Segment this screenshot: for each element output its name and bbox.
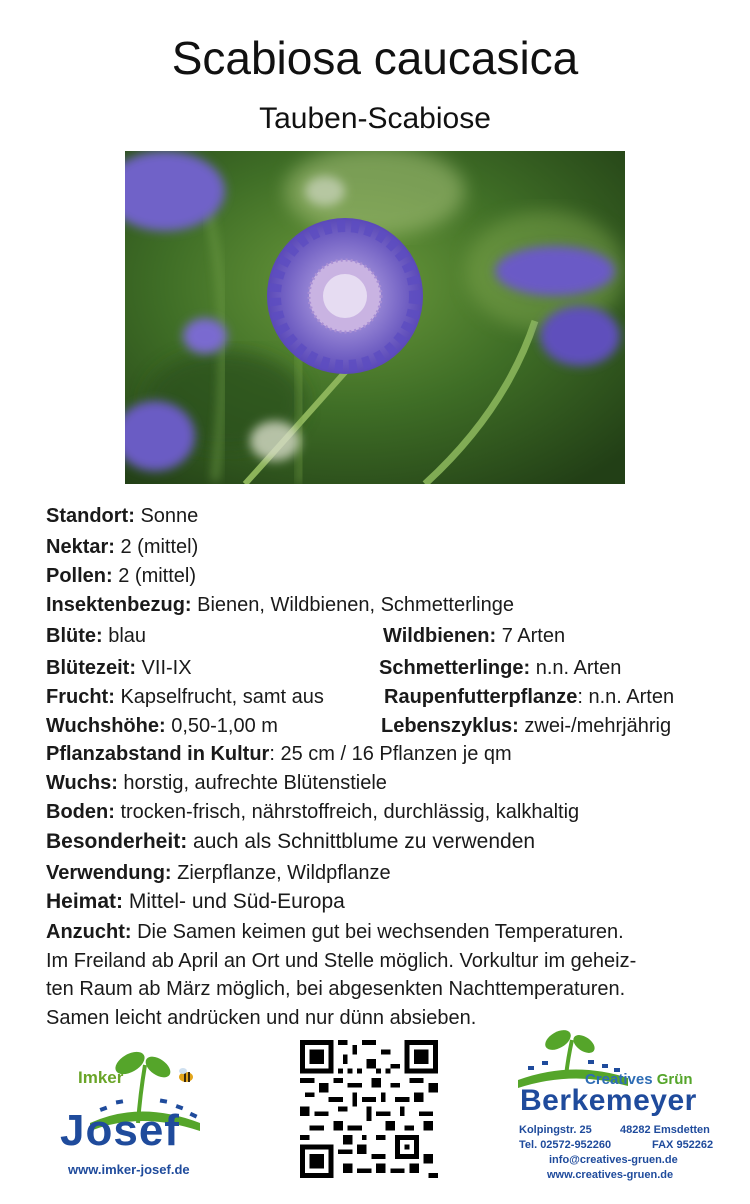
berkemeyer-label: Berkemeyer: [520, 1084, 697, 1117]
imker-label: Imker: [78, 1068, 124, 1087]
flower-photo: [125, 151, 625, 484]
fact-boden: Boden: trocken-frisch, nährstoffreich, durchlässig, kalkhaltig: [46, 801, 580, 823]
fact-bluetezeit: Blütezeit: VII-IX: [46, 657, 192, 679]
fact-insektenbezug: Insektenbezug: Bienen, Wildbienen, Schmetterlinge: [46, 594, 514, 616]
fact-wuchshoehe: Wuchshöhe: 0,50-1,00 m: [46, 715, 278, 737]
qr-code-icon[interactable]: [300, 1040, 438, 1178]
bee-icon: [176, 1066, 196, 1084]
anzucht-paragraph: Anzucht: Die Samen keimen gut bei wechsenden Temperaturen. Im Freiland ab April an Ort und Stelle möglich. Vorkultur im geheiz- ten Raum ab März möglich, bei abgesenkten Nachttemperaturen. Samen leicht andrücken und nur dünn absieben.: [46, 921, 637, 1029]
fact-besonderheit: Besonderheit: auch als Schnittblume zu verwenden: [46, 830, 536, 853]
scabiosa-flower-photo: [125, 151, 625, 484]
address-city: 48282 Emsdetten: [620, 1124, 710, 1136]
address-street: Kolpingstr. 25: [519, 1124, 592, 1136]
fact-lebenszyklus: Lebenszyklus: zwei-/mehrjährig: [381, 715, 672, 737]
fact-wuchs: Wuchs: horstig, aufrechte Blütenstiele: [46, 772, 387, 794]
fact-verwendung: Verwendung: Zierpflanze, Wildpflanze: [46, 862, 391, 884]
josef-label: Josef: [60, 1106, 180, 1155]
phone-number: Tel. 02572-952260: [519, 1139, 612, 1151]
plant-title: Scabiosa caucasica: [171, 32, 579, 84]
fact-schmetterlinge: Schmetterlinge: n.n. Arten: [379, 657, 622, 679]
fact-raupenfutterpflanze: Raupenfutterpflanze: n.n. Arten: [384, 686, 675, 708]
creatives-gruen-label: Creatives Grün: [585, 1071, 693, 1088]
website-link[interactable]: www.creatives-gruen.de: [547, 1169, 674, 1181]
fact-standort: Standort: Sonne: [46, 505, 199, 527]
fax-number: FAX 952262: [652, 1139, 714, 1151]
fact-frucht: Frucht: Kapselfrucht, samt aus: [46, 686, 324, 708]
fact-wildbienen: Wildbienen: 7 Arten: [383, 625, 566, 647]
fact-nektar: Nektar: 2 (mittel): [46, 536, 199, 558]
fact-pollen: Pollen: 2 (mittel): [46, 565, 197, 587]
plant-common-name: Tauben-Scabiose: [259, 102, 491, 135]
email-link[interactable]: info@creatives-gruen.de: [549, 1154, 678, 1166]
fact-bluete: Blüte: blau: [46, 625, 147, 647]
fact-pflanzabstand: Pflanzabstand in Kultur: 25 cm / 16 Pflanzen je qm: [46, 743, 512, 765]
imker-josef-url[interactable]: www.imker-josef.de: [68, 1162, 190, 1177]
fact-heimat: Heimat: Mittel- und Süd-Europa: [46, 890, 345, 913]
